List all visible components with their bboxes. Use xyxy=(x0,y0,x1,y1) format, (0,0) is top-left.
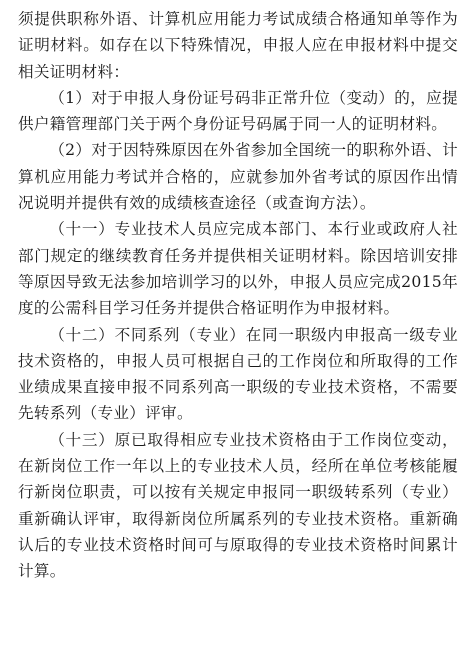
paragraph-section-13: （十三）原已取得相应专业技术资格由于工作岗位变动，在新岗位工作一年以上的专业技术人员，经所在单位考核能履行新岗位职责，可以按有关规定申报同一职级转系列（专业）重新确认评审，取得新岗位所属系列的专业技术资格。重新确认后的专业技术资格时间可与原取得的专业技术资格时间累计计算。 xyxy=(18,430,458,581)
paragraph-item-2: （2）对于因特殊原因在外省参加全国统一的职称外语、计算机应用能力考试并合格的，应就参加外省考试的原因作出情况说明并提供有效的成绩核查途径（或查询方法）。 xyxy=(18,141,458,213)
paragraph-section-12: （十二）不同系列（专业）在同一职级内申报高一级专业技术资格的，申报人员可根据自己的工作岗位和所取得的工作业绩成果直接申报不同系列高一职级的专业技术资格，不需要先转系列（专业）评审。 xyxy=(18,325,458,423)
paragraph-continuation: 须提供职称外语、计算机应用能力考试成绩合格通知单等作为证明材料。如存在以下特殊情况，申报人应在申报材料中提交相关证明材料： xyxy=(18,10,458,81)
paragraph-section-11: （十一）专业技术人员应完成本部门、本行业或政府人社部门规定的继续教育任务并提供相关证明材料。除因培训安排等原因导致无法参加培训学习的以外，申报人员应完成2015年度的公需科目学习任务并提供合格证明作为申报材料。 xyxy=(18,220,458,318)
document-body xyxy=(18,6,458,585)
paragraph-item-1: （1）对于申报人身份证号码非正常升位（变动）的，应提供户籍管理部门关于两个身份证号码属于同一人的证明材料。 xyxy=(18,88,458,134)
